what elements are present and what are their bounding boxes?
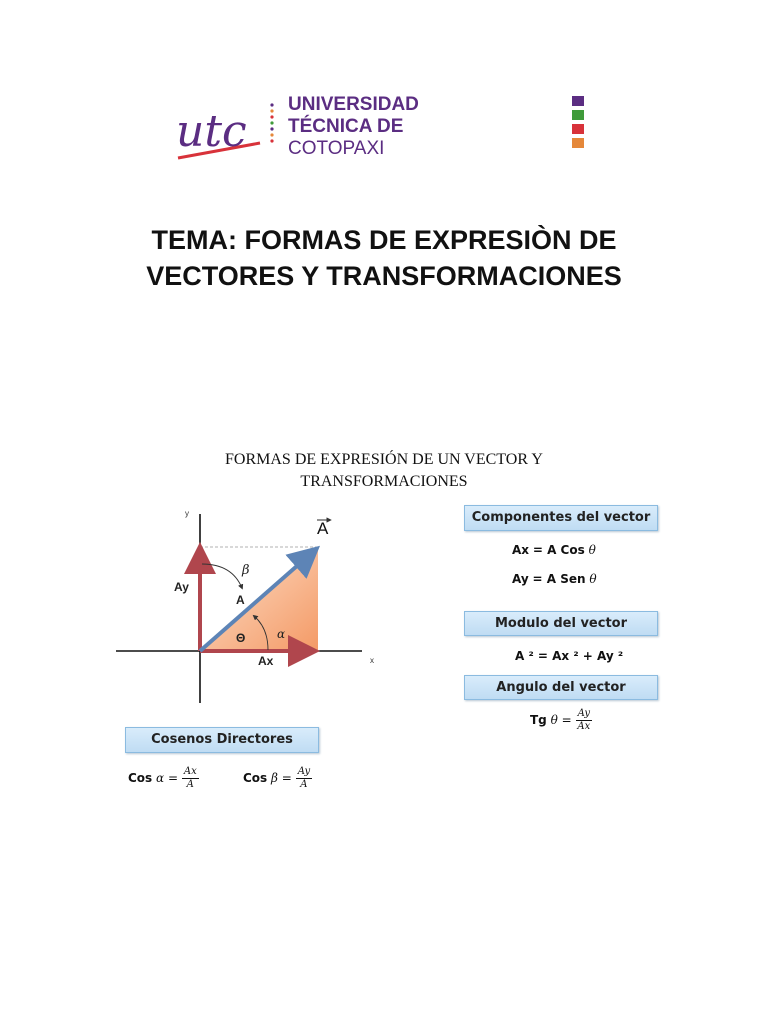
- formula-ay: [512, 572, 597, 586]
- formula-ax: [512, 543, 596, 557]
- cos-beta-eq: =: [281, 771, 292, 785]
- cos-beta-symbol: β: [271, 771, 278, 785]
- cos-beta-numerator: Ay: [297, 766, 311, 777]
- title-line-1: TEMA: FORMAS DE EXPRESIÒN DE: [151, 225, 617, 255]
- logo-dots-icon: [268, 102, 276, 144]
- utc-logo-mark: [170, 88, 270, 168]
- formula-angle-theta: θ: [550, 713, 558, 727]
- components-header: Componentes del vector: [464, 505, 658, 531]
- logo-square-green: [572, 110, 584, 120]
- formula-ax-lhs: Ax: [512, 543, 530, 557]
- formula-ay-lhs: Ay: [512, 572, 529, 586]
- x-axis-label: x: [370, 656, 374, 665]
- theta-label: Θ: [236, 631, 246, 645]
- cos-alpha-label: Cos: [128, 771, 153, 785]
- logo-color-squares: [572, 96, 584, 152]
- formula-cos-alpha: [128, 766, 199, 791]
- formula-angle-eq: =: [561, 713, 572, 727]
- beta-arc: [202, 564, 242, 588]
- formula-cos-beta: [243, 766, 312, 791]
- fraction-denominator: Ax: [577, 721, 591, 732]
- vector-a-top-label: A: [317, 519, 329, 538]
- logo-line-2: TÉCNICA DE: [288, 116, 404, 137]
- formula-ax-rhs: = A Cos: [532, 543, 585, 557]
- title-line-2: VECTORES Y TRANSFORMACIONES: [146, 261, 622, 291]
- university-logo: [170, 88, 590, 168]
- angle-header: Angulo del vector: [464, 675, 658, 700]
- formula-angle-lhs: Tg: [530, 713, 547, 727]
- direction-cosines-header: Cosenos Directores: [125, 727, 319, 753]
- page-title: [0, 222, 768, 294]
- alpha-label: α: [277, 627, 286, 641]
- logo-line-1: UNIVERSIDAD: [288, 94, 419, 115]
- vector-diagram: [110, 500, 390, 710]
- cos-alpha-numerator: Ax: [183, 766, 197, 777]
- formula-ay-rhs: = A Sen: [532, 572, 586, 586]
- logo-mark-text: utc: [176, 106, 247, 157]
- cos-alpha-symbol: α: [156, 771, 165, 785]
- formula-angle-fraction: [576, 708, 592, 733]
- subtitle-line-1: FORMAS DE EXPRESIÓN DE UN VECTOR Y: [225, 451, 543, 468]
- formula-modulus: [515, 649, 623, 663]
- formula-angle: [530, 708, 592, 733]
- cos-beta-label: Cos: [243, 771, 268, 785]
- formula-ax-theta: θ: [588, 543, 596, 557]
- logo-text: [288, 94, 419, 160]
- section-subtitle: [0, 449, 768, 493]
- modulus-header: Modulo del vector: [464, 611, 658, 636]
- logo-square-orange: [572, 138, 584, 148]
- logo-line-3: COTOPAXI: [288, 138, 385, 159]
- ax-label: Ax: [258, 654, 274, 668]
- fraction-numerator: Ay: [577, 708, 591, 719]
- y-axis-label: y: [185, 509, 189, 518]
- cos-beta-fraction: [296, 766, 312, 791]
- ay-label: Ay: [174, 580, 189, 594]
- logo-square-red: [572, 124, 584, 134]
- subtitle-line-2: TRANSFORMACIONES: [300, 473, 468, 490]
- beta-label: β: [242, 563, 250, 578]
- logo-square-purple: [572, 96, 584, 106]
- cos-alpha-eq: =: [167, 771, 179, 785]
- formula-ay-theta: θ: [589, 572, 597, 586]
- cos-beta-denominator: A: [300, 779, 308, 790]
- formula-modulus-text: A ² = Ax ² + Ay ²: [515, 649, 624, 663]
- cos-alpha-fraction: [182, 766, 199, 791]
- cos-alpha-denominator: A: [186, 779, 194, 790]
- vector-a-label: A: [236, 593, 245, 607]
